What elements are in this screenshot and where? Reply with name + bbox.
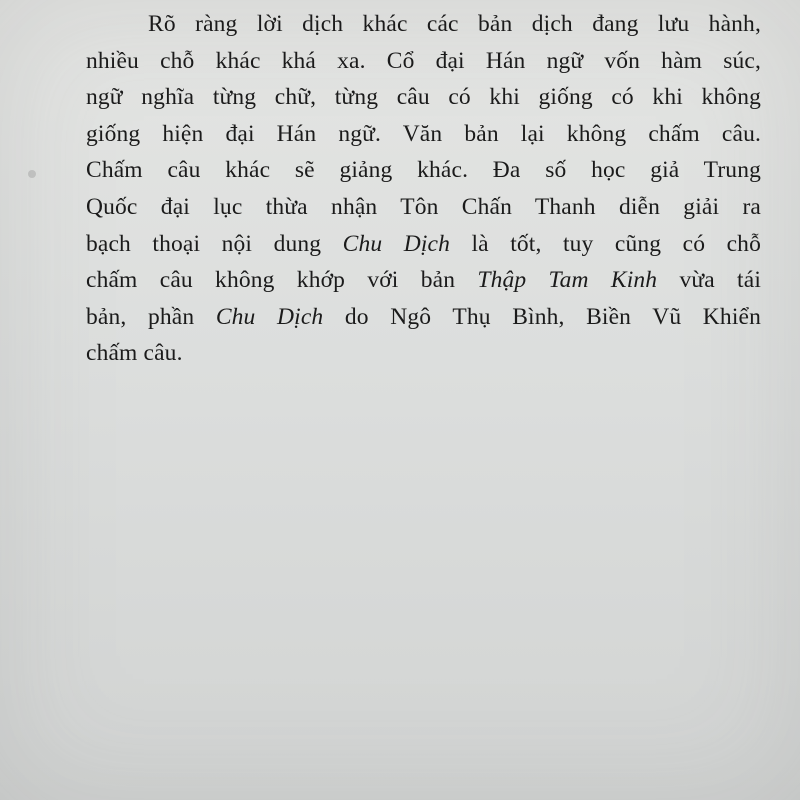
text-line: nhiều chỗ khác khá xa. Cổ đại Hán ngữ vốn hàm súc,: [86, 47, 761, 74]
text-line: [86, 262, 761, 299]
text-line: [86, 226, 761, 263]
text-line: ngữ nghĩa từng chữ, từng câu có khi giống có khi không: [86, 84, 761, 111]
text-segment: do Ngô Thụ Bình, Biền Vũ Khiển: [323, 303, 761, 330]
text-line: chấm câu.: [86, 340, 183, 367]
text-line: Quốc đại lục thừa nhận Tôn Chấn Thanh diễn giải ra: [86, 193, 761, 220]
text-segment: chấm câu không khớp với bản: [86, 267, 478, 294]
text-line: giống hiện đại Hán ngữ. Văn bản lại không chấm câu.: [86, 120, 761, 147]
text-line: Rõ ràng lời dịch khác các bản dịch đang lưu hành,: [148, 11, 761, 37]
text-segment: bản, phần: [86, 303, 216, 330]
text-line: [86, 299, 761, 336]
text-segment: vừa tái: [657, 267, 761, 294]
text-segment: là tốt, tuy cũng có chỗ: [450, 230, 761, 257]
italic-title: Chu Dịch: [215, 303, 324, 330]
text-line: Chấm câu khác sẽ giảng khác. Đa số học giả Trung: [86, 157, 761, 184]
paper-speck: [28, 170, 36, 178]
text-segment: bạch thoại nội dung: [86, 230, 343, 257]
italic-title: Chu Dịch: [342, 230, 451, 257]
bleed-through-text: [240, 380, 760, 800]
italic-title: Thập Tam Kinh: [477, 267, 658, 294]
paragraph: [86, 6, 761, 372]
